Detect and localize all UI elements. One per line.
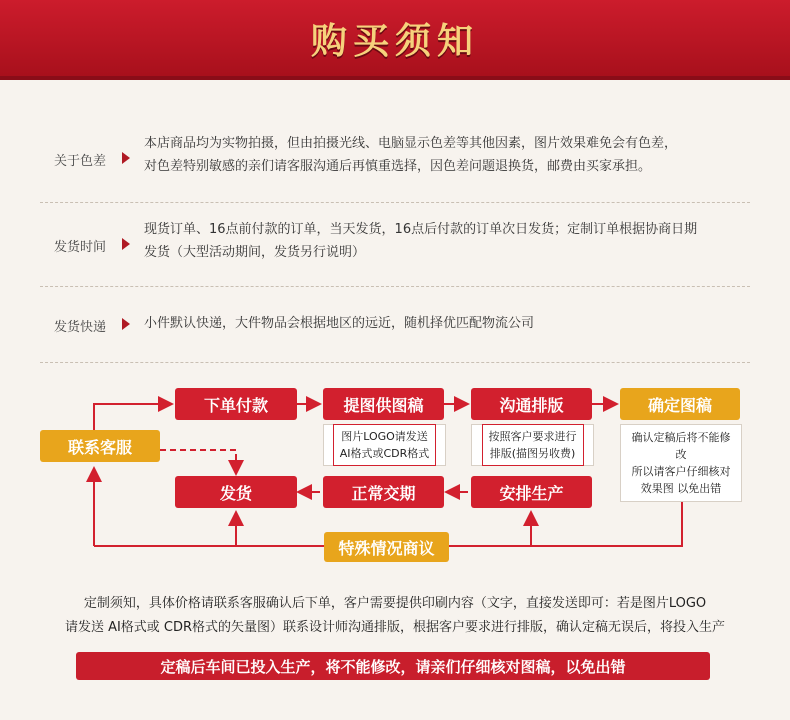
info-label: 发货时间 xyxy=(54,240,107,255)
info-line: 对色差特别敏感的亲们请客服沟通后再慎重选择，因色差问题退换货，邮费由买家承担。 xyxy=(144,159,652,174)
contact-service-step: 联系客服 xyxy=(40,430,160,462)
note-line: 确认定稿后将不能修改 xyxy=(631,431,731,461)
ship-step: 发货 xyxy=(175,476,297,508)
note-line: 所以请客户仔细核对 xyxy=(631,465,731,478)
communicate-layout-step: 沟通排版 xyxy=(471,388,592,420)
note-line: AI格式或CDR格式 xyxy=(339,447,430,460)
info-label: 关于色差 xyxy=(54,154,107,169)
confirm-draft-step: 确定图稿 xyxy=(620,388,740,420)
note-line: 排版(描图另收费) xyxy=(489,447,576,460)
info-label: 发货快递 xyxy=(54,320,107,335)
info-line: 本店商品均为实物拍摄，但由拍摄光线、电脑显示色差等其他因素，图片效果难免会有色差， xyxy=(144,136,678,151)
special-case-step: 特殊情况商议 xyxy=(324,532,449,562)
info-line: 小件默认快递，大件物品会根据地区的远近，随机择优匹配物流公司 xyxy=(144,316,535,331)
note-line: 图片LOGO请发送 xyxy=(341,430,428,443)
note-line: 按照客户要求进行 xyxy=(488,430,577,443)
order-payment-step: 下单付款 xyxy=(175,388,297,420)
communicate-layout-note xyxy=(471,424,594,466)
confirm-draft-note xyxy=(620,424,742,502)
page-title: 购买须知 xyxy=(310,20,479,62)
info-line: 现货订单、16点前付款的订单，当天发货，16点后付款的订单次日发货；定制订单根据协商日期 xyxy=(144,222,698,237)
note-line: 效果图 以免出错 xyxy=(640,482,722,495)
provide-draft-step: 提图供图稿 xyxy=(323,388,444,420)
info-line: 发货（大型活动期间，发货另行说明） xyxy=(144,245,366,260)
footer-line: 请发送 AI格式或 CDR格式的矢量图）联系设计师沟通排版，根据客户要求进行排版，确认定稿无误后，将投入生产 xyxy=(64,620,726,635)
provide-draft-note xyxy=(323,424,446,466)
warning-banner: 定稿后车间已投入生产，将不能修改，请亲们仔细核对图稿，以免出错 xyxy=(76,652,710,680)
arrange-production-step: 安排生产 xyxy=(471,476,592,508)
normal-delivery-step: 正常交期 xyxy=(323,476,444,508)
footer-line: 定制须知，具体价格请联系客服确认后下单，客户需要提供印刷内容（文字，直接发送即可：若是图片LOGO xyxy=(83,596,707,611)
